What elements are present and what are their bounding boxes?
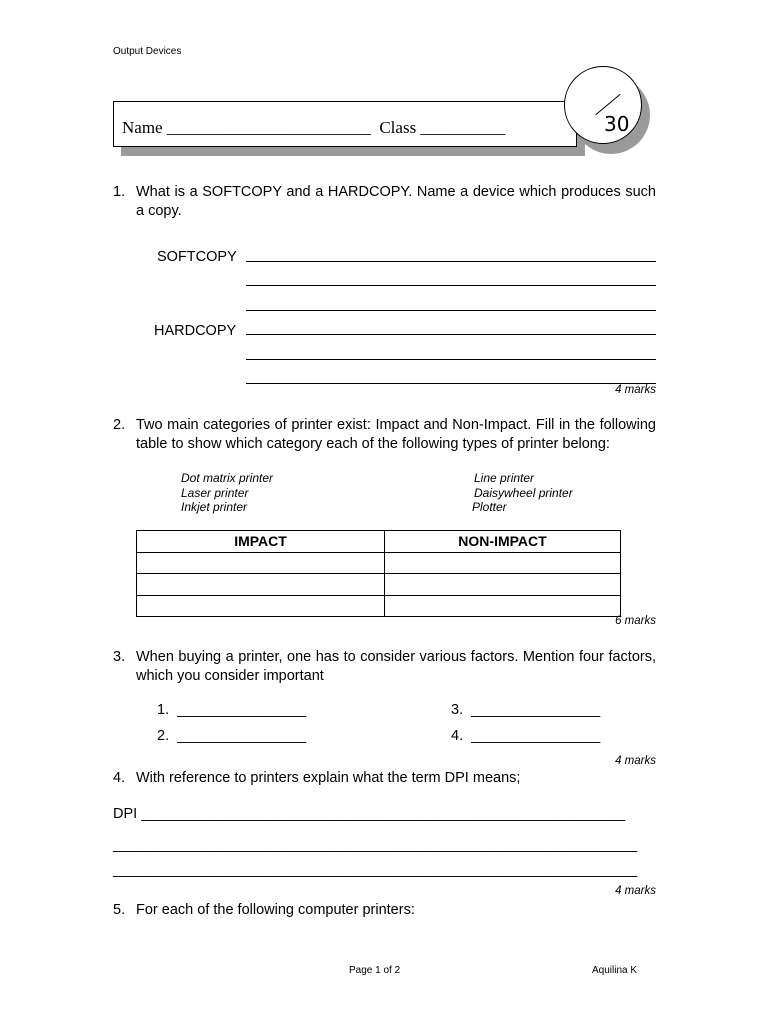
answer-line: _________________________________________________________________ xyxy=(113,837,638,853)
question-4-marks: 4 marks xyxy=(615,885,656,897)
factor-blank: ________________ xyxy=(471,702,601,718)
factor-number: 2. xyxy=(157,728,170,744)
table-cell[interactable] xyxy=(137,552,385,574)
question-1-text: What is a SOFTCOPY and a HARDCOPY. Name a device which produces such a copy. xyxy=(136,184,656,219)
printer-type: Inkjet printer xyxy=(181,500,248,514)
factor-number: 3. xyxy=(451,702,464,718)
score-total: 30 xyxy=(604,112,630,136)
answer-line: _________________________________________________________________ xyxy=(113,862,638,878)
question-4-number: 4. xyxy=(113,770,126,786)
table-cell[interactable] xyxy=(385,574,621,596)
answer-line xyxy=(246,310,656,311)
answer-line xyxy=(246,359,656,360)
factor-blank: ________________ xyxy=(177,702,307,718)
factor-item xyxy=(451,728,600,744)
question-1-number: 1. xyxy=(113,184,126,200)
factor-blank: ________________ xyxy=(471,728,601,744)
table-cell[interactable] xyxy=(385,552,621,574)
dpi-answer-line: DPI ____________________________________________________________ xyxy=(113,806,626,822)
factor-item xyxy=(157,702,306,718)
page-number: Page 1 of 2 xyxy=(349,965,401,976)
printer-type: Dot matrix printer xyxy=(181,471,274,485)
answer-line xyxy=(246,334,656,335)
name-class-field: Name ________________________ Class __________ xyxy=(122,118,506,137)
question-2-marks: 6 marks xyxy=(615,615,656,627)
printer-type: Laser printer xyxy=(181,485,249,500)
factor-blank: ________________ xyxy=(177,728,307,744)
question-4-text: With reference to printers explain what the term DPI means; xyxy=(136,770,521,786)
softcopy-label: SOFTCOPY xyxy=(157,249,237,265)
question-5-text: For each of the following computer printers: xyxy=(136,902,415,918)
table-cell[interactable] xyxy=(137,595,385,617)
table-row xyxy=(137,595,621,617)
printer-types-left xyxy=(181,471,273,515)
table-row xyxy=(137,552,621,574)
answer-line xyxy=(246,285,656,286)
question-5-number: 5. xyxy=(113,902,126,918)
table-header-row xyxy=(137,531,621,553)
printer-types-right xyxy=(474,471,573,515)
question-2-text: Two main categories of printer exist: Impact and Non-Impact. Fill in the following table to show which category each of the following types of printer belong: xyxy=(136,417,656,452)
factor-number: 4. xyxy=(451,728,464,744)
printer-type: Line printer xyxy=(474,471,535,485)
table-row xyxy=(137,574,621,596)
answer-line xyxy=(246,261,656,262)
score-circle xyxy=(564,66,642,144)
factor-item xyxy=(157,728,306,744)
author-name: Aquilina K xyxy=(592,965,638,976)
question-3-number: 3. xyxy=(113,649,126,665)
non-impact-header: NON-IMPACT xyxy=(385,531,621,553)
table-cell[interactable] xyxy=(385,595,621,617)
document-header: Output Devices xyxy=(113,46,182,57)
printer-type: Daisywheel printer xyxy=(474,485,573,500)
factor-item xyxy=(451,702,600,718)
printer-type: Plotter xyxy=(472,500,507,514)
printer-category-table xyxy=(136,530,621,617)
factor-number: 1. xyxy=(157,702,170,718)
question-2-number: 2. xyxy=(113,417,126,433)
question-3-text: When buying a printer, one has to consider various factors. Mention four factors, which you consider important xyxy=(136,649,656,684)
question-1-marks: 4 marks xyxy=(615,384,656,396)
impact-header: IMPACT xyxy=(137,531,385,553)
table-cell[interactable] xyxy=(137,574,385,596)
hardcopy-label: HARDCOPY xyxy=(154,323,237,339)
question-3-marks: 4 marks xyxy=(615,755,656,767)
